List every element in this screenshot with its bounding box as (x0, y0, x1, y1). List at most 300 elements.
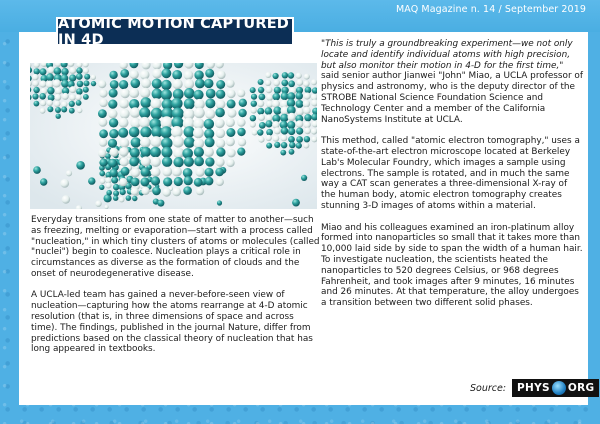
atom-sphere (295, 92, 303, 100)
atom-sphere (109, 129, 118, 138)
atom-sphere (273, 107, 281, 115)
atom-sphere (99, 138, 108, 147)
atom-sphere (161, 89, 172, 100)
atom-sphere (151, 167, 161, 177)
atom-sphere (76, 100, 82, 106)
atom-sphere (120, 109, 130, 119)
atom-sphere (83, 87, 89, 93)
atom-sphere (91, 75, 96, 80)
atom-sphere (289, 149, 295, 155)
atom-sphere (216, 90, 225, 99)
atom-sphere (109, 71, 117, 79)
logo-text-left: PHYS (517, 382, 550, 394)
atom-sphere (237, 118, 246, 127)
atom-sphere (296, 79, 303, 86)
atom-sphere (303, 100, 310, 107)
atom-sphere (251, 101, 257, 107)
atom-sphere (205, 109, 215, 119)
atom-sphere (282, 72, 288, 78)
quote-attribution: said senior author Jianwei "John" Miao, a UCLA professor of physics and astronomy, who is the deputy director of the STROBE National Science Foundation Science and Technology Center and a member of the California NanoSystems Institute at UCLA. (321, 71, 583, 125)
atom-sphere (184, 176, 193, 185)
atom-sphere (109, 169, 117, 177)
atom-sphere (216, 158, 225, 167)
atom-sphere (195, 167, 204, 176)
atom-sphere (172, 188, 181, 197)
atom-sphere (34, 101, 40, 107)
atom-sphere (99, 118, 108, 127)
atom-sphere (129, 127, 140, 138)
atom-sphere (151, 157, 161, 167)
atom-sphere (250, 115, 256, 121)
atom-sphere (173, 136, 184, 147)
atom-sphere (83, 68, 89, 74)
atom-sphere (140, 70, 150, 80)
atom-sphere (205, 157, 214, 166)
atom-sphere (184, 157, 194, 167)
atom-sphere (119, 197, 125, 203)
atom-sphere (99, 159, 107, 167)
atom-sphere (216, 148, 225, 157)
atom-sphere (40, 68, 47, 75)
atom-sphere (69, 67, 76, 74)
atom-sphere (304, 74, 310, 80)
atom-sphere (266, 129, 273, 136)
article-title: ATOMIC MOTION CAPTURED IN 4D (56, 17, 294, 46)
atom-sphere (99, 89, 107, 97)
atom-sphere (257, 108, 264, 115)
atom-sphere (55, 87, 63, 95)
atom-sphere (118, 128, 128, 138)
atom-sphere (274, 127, 281, 134)
atom-sphere (53, 79, 61, 87)
atom-sphere (151, 136, 162, 147)
atom-sphere (69, 86, 76, 93)
atom-sphere (47, 87, 54, 94)
atom-sphere (32, 80, 39, 87)
atom-sphere (257, 100, 264, 107)
source-credit (470, 378, 599, 398)
atom-sphere (54, 67, 62, 75)
atom-sphere (151, 108, 163, 120)
atom-sphere (108, 139, 117, 148)
atom-sphere (228, 109, 237, 118)
atom-sphere (77, 108, 82, 113)
atom-sphere (76, 161, 85, 170)
atom-sphere (120, 69, 129, 78)
atom-sphere (258, 87, 264, 93)
atom-sphere (55, 107, 61, 113)
atom-sphere (273, 73, 279, 79)
atom-sphere (152, 89, 163, 100)
atom-sphere (99, 129, 108, 138)
atom-sphere (174, 177, 183, 186)
atom-sphere (171, 98, 182, 109)
atom-sphere (296, 128, 303, 135)
atom-sphere (66, 170, 72, 176)
atom-sphere (139, 117, 150, 128)
atom-sphere (184, 137, 195, 148)
atom-sphere (303, 107, 311, 115)
atom-sphere (252, 130, 258, 136)
atom-sphere (296, 100, 304, 108)
atom-sphere (237, 148, 245, 156)
atom-sphere (56, 114, 61, 119)
atom-sphere (172, 70, 182, 80)
atom-sphere (289, 142, 295, 148)
atom-sphere (237, 128, 245, 136)
atom-sphere (251, 107, 257, 113)
atom-sphere (265, 107, 273, 115)
atom-sphere (130, 148, 140, 158)
atom-sphere (120, 138, 130, 148)
atom-sphere (251, 94, 257, 100)
atom-sphere (139, 107, 150, 118)
atom-sphere (99, 171, 105, 177)
atom-sphere (239, 99, 247, 107)
atom-sphere (111, 177, 118, 184)
atom-sphere (40, 108, 46, 114)
atom-sphere (83, 94, 89, 100)
atom-sphere (216, 178, 224, 186)
atom-sphere (40, 178, 47, 185)
atom-sphere (109, 89, 118, 98)
atom-sphere (266, 135, 272, 141)
atom-sphere (172, 167, 182, 177)
atom-sphere (205, 137, 215, 147)
logo-text-right: ORG (567, 382, 595, 394)
atom-sphere (265, 80, 271, 86)
atom-sphere (113, 190, 119, 196)
atom-sphere (296, 108, 304, 116)
atom-sphere (292, 199, 300, 207)
atom-sphere (152, 69, 162, 79)
atom-sphere (84, 80, 90, 86)
atom-sphere (172, 79, 182, 89)
atom-sphere (131, 178, 140, 187)
atom-sphere (110, 80, 119, 89)
atom-sphere (61, 107, 67, 113)
atom-sphere (131, 168, 140, 177)
atom-sphere (273, 93, 281, 101)
atom-sphere (215, 118, 225, 128)
atom-sphere (204, 147, 214, 157)
atom-sphere (109, 148, 118, 157)
quote-paragraph (321, 39, 583, 125)
atom-sphere (195, 79, 205, 89)
atom-sphere (162, 157, 172, 167)
atom-sphere (119, 147, 129, 157)
atom-sphere (216, 80, 225, 89)
atom-sphere (205, 98, 215, 108)
atom-sphere (226, 159, 234, 167)
atom-sphere (98, 109, 107, 118)
atom-sphere (205, 177, 214, 186)
atom-sphere (206, 89, 216, 99)
atom-sphere (141, 187, 149, 195)
atom-sphere (76, 67, 82, 73)
atom-sphere (304, 92, 311, 99)
atom-sphere (131, 187, 139, 195)
right-paragraph-1: This method, called "atomic electron tomography," uses a state-of-the-art electron microscope located at Berkeley Lab's Molecular Foundry, which images a sample using electrons. The sample is rotated, and in much the same way a CAT scan generates a three-dimensional X-ray of the human body, atomic electron tomography creates stunning 3-D images of atoms within a material. (321, 136, 580, 211)
atom-sphere (296, 120, 304, 128)
atom-sphere (193, 118, 204, 129)
atom-sphere (106, 183, 112, 189)
atom-sphere (194, 70, 203, 79)
atom-sphere (304, 136, 310, 142)
left-paragraph-2: A UCLA-led team has gained a never-before-seen view of nucleation—capturing how the atoms rearrange at 4-D atomic resolution (that is, in three dimensions of space and across time). The findings, published in the journal Nature, differ from predictions based on the classical theory of nucleation that has long appeared in textbooks. (31, 290, 313, 355)
atom-sphere (161, 147, 172, 158)
atom-sphere (250, 87, 256, 93)
atom-sphere (98, 80, 106, 88)
atom-sphere (259, 94, 266, 101)
atom-sphere (227, 99, 236, 108)
atom-sphere (104, 194, 112, 202)
atom-sphere (311, 128, 317, 134)
atom-sphere (272, 100, 280, 108)
atom-sphere (105, 205, 109, 209)
atom-sphere (100, 178, 106, 184)
atom-sphere (54, 101, 61, 108)
atom-sphere (266, 143, 272, 149)
atom-sphere (47, 66, 54, 73)
atom-sphere (266, 94, 273, 101)
atom-sphere (119, 99, 129, 109)
atom-sphere (95, 201, 101, 207)
atom-sphere (238, 109, 246, 117)
atom-sphere (99, 99, 108, 108)
atom-sphere (296, 73, 302, 79)
atom-sphere (62, 93, 69, 100)
atom-sphere (113, 184, 119, 190)
atom-sphere (141, 156, 151, 166)
atom-sphere (160, 126, 172, 138)
atom-sphere (184, 70, 194, 80)
atom-sphere (265, 120, 272, 127)
atom-sphere (303, 143, 309, 149)
atom-sphere (194, 178, 203, 187)
atom-sphere (266, 86, 273, 93)
atom-sphere (162, 68, 172, 78)
atom-sphere (129, 88, 139, 98)
atom-sphere (184, 98, 195, 109)
globe-icon (552, 381, 566, 395)
atom-sphere (113, 196, 118, 201)
atom-sphere (46, 81, 54, 89)
atom-sphere (108, 109, 117, 118)
atom-sphere (141, 97, 152, 108)
atom-sphere (304, 127, 311, 134)
atom-sphere (109, 118, 118, 127)
atom-sphere (204, 119, 214, 129)
atom-sphere (161, 80, 171, 90)
atom-sphere (39, 80, 46, 87)
atom-sphere (162, 167, 172, 177)
left-column-text (31, 215, 321, 355)
atom-sphere (274, 142, 280, 148)
left-paragraph-1: Everyday transitions from one state of matter to another—such as freezing, melting or evaporation—start with a process called "nucleation," in which tiny clusters of atoms or molecules (called "nuclei") begin to coalesce. Nucleation plays a critical role in circumstances as diverse as the formation of clouds and the onset of neurodegenerative disease. (31, 215, 320, 279)
atom-sphere (157, 200, 164, 207)
atom-sphere (216, 129, 226, 139)
atom-sphere (304, 121, 311, 128)
atom-sphere (288, 113, 296, 121)
atom-sphere (196, 187, 204, 195)
atom-sphere (76, 73, 83, 80)
atom-sphere (237, 89, 245, 97)
atom-sphere (258, 137, 264, 143)
atom-sphere (130, 107, 141, 118)
atom-sphere (69, 101, 75, 107)
atom-sphere (46, 73, 54, 81)
atom-sphere (226, 128, 235, 137)
atom-sphere (119, 118, 129, 128)
atom-sphere (193, 90, 203, 100)
quote-text: "This is truly a groundbreaking experiment—we not only locate and identify individual atoms with high precision, but also monitor their motion in 4-D for the first time," (321, 39, 573, 71)
atom-sphere (141, 167, 151, 177)
atom-sphere (40, 100, 46, 106)
atom-sphere (140, 127, 151, 138)
atom-sphere (258, 79, 264, 85)
atom-sphere (47, 100, 53, 106)
atom-sphere (140, 88, 150, 98)
atom-sphere (39, 93, 46, 100)
atom-sphere (141, 147, 151, 157)
atom-sphere (204, 79, 213, 88)
atom-sphere (32, 93, 38, 99)
atom-sphere (296, 143, 302, 149)
atom-sphere (194, 157, 204, 167)
atom-sphere (131, 137, 141, 147)
atom-sphere (62, 195, 70, 203)
source-label: Source: (470, 382, 507, 394)
atom-sphere (280, 114, 288, 122)
atom-sphere (120, 157, 129, 166)
atom-sphere (69, 94, 76, 101)
right-paragraph-2: Miao and his colleagues examined an iron-platinum alloy formed into nanoparticles so small that it takes more than 10,000 laid side by side to span the width of a human hair. To investigate nucleation, the scientists heated the nanoparticles to 520 degrees Celsius, or 968 degrees Fahrenheit, and took images after 9 minutes, 16 minutes and 26 minutes. At that temperature, the alloy undergoes a transition between two different solid phases. (321, 222, 583, 309)
atom-sphere (162, 188, 171, 197)
atom-sphere (215, 108, 225, 118)
atom-sphere (311, 79, 317, 85)
atom-sphere (194, 108, 205, 119)
atom-sphere (140, 177, 149, 186)
atom-sphere (288, 136, 295, 143)
atom-sphere (152, 187, 161, 196)
atom-sphere (130, 70, 139, 79)
atom-sphere (194, 147, 204, 157)
atom-cluster-illustration (30, 63, 317, 209)
atom-sphere (163, 177, 172, 186)
atom-sphere (265, 72, 271, 78)
atom-sphere (216, 139, 226, 149)
atom-sphere (121, 167, 130, 176)
atom-sphere (140, 137, 151, 148)
atom-sphere (257, 129, 263, 135)
atom-sphere (193, 128, 204, 139)
atom-sphere (281, 127, 288, 134)
atom-sphere (274, 87, 281, 94)
atom-sphere (98, 149, 106, 157)
atom-sphere (184, 79, 194, 89)
atom-sphere (120, 89, 130, 99)
atom-sphere (150, 147, 161, 158)
atom-sphere (132, 196, 137, 201)
atom-sphere (281, 142, 287, 148)
atom-sphere (184, 88, 195, 99)
atom-sphere (69, 108, 75, 114)
atom-sphere (303, 81, 309, 87)
atom-sphere (227, 149, 236, 158)
atom-sphere (119, 80, 128, 89)
atom-sphere (217, 200, 222, 205)
atom-sphere (76, 88, 83, 95)
atomic-nanoparticle-image (30, 63, 317, 209)
atom-sphere (77, 81, 84, 88)
atom-sphere (173, 157, 183, 167)
atom-sphere (281, 135, 288, 142)
atom-sphere (108, 100, 117, 109)
atom-sphere (238, 138, 246, 146)
atom-sphere (129, 157, 139, 167)
atom-sphere (47, 106, 53, 112)
atom-sphere (301, 175, 307, 181)
atom-sphere (217, 71, 226, 80)
atom-sphere (60, 179, 69, 188)
atom-sphere (296, 136, 303, 143)
atom-sphere (288, 128, 295, 135)
atom-sphere (69, 74, 76, 81)
atom-sphere (34, 68, 40, 74)
atom-sphere (215, 168, 224, 177)
atom-sphere (141, 78, 151, 88)
atom-sphere (99, 185, 104, 190)
atom-sphere (126, 195, 132, 201)
phys-org-logo (512, 379, 599, 397)
atom-sphere (250, 121, 256, 127)
atom-sphere (273, 79, 280, 86)
atom-sphere (258, 114, 265, 121)
right-column-text (321, 39, 583, 309)
atom-sphere (259, 122, 266, 129)
atom-sphere (171, 126, 183, 138)
atom-sphere (131, 79, 141, 89)
atom-sphere (61, 68, 68, 75)
atom-sphere (32, 74, 39, 81)
atom-sphere (304, 114, 311, 121)
atom-sphere (151, 176, 160, 185)
atom-sphere (288, 80, 295, 87)
atom-sphere (91, 81, 96, 86)
atom-sphere (226, 79, 234, 87)
atom-sphere (280, 150, 286, 156)
atom-sphere (288, 72, 294, 78)
atom-sphere (106, 190, 112, 196)
atom-sphere (152, 79, 162, 89)
atom-sphere (150, 98, 161, 109)
atom-sphere (119, 178, 127, 186)
atom-sphere (205, 168, 214, 177)
atom-sphere (273, 135, 280, 142)
atom-sphere (226, 118, 235, 127)
atom-sphere (227, 89, 236, 98)
atom-sphere (120, 189, 126, 195)
atom-sphere (183, 186, 192, 195)
atom-sphere (75, 94, 81, 100)
issue-label: MAQ Magazine n. 14 / September 2019 (395, 4, 586, 15)
atom-sphere (205, 69, 214, 78)
atom-sphere (84, 74, 90, 80)
atom-sphere (226, 137, 235, 146)
atom-sphere (54, 94, 61, 101)
atom-sphere (88, 177, 95, 184)
